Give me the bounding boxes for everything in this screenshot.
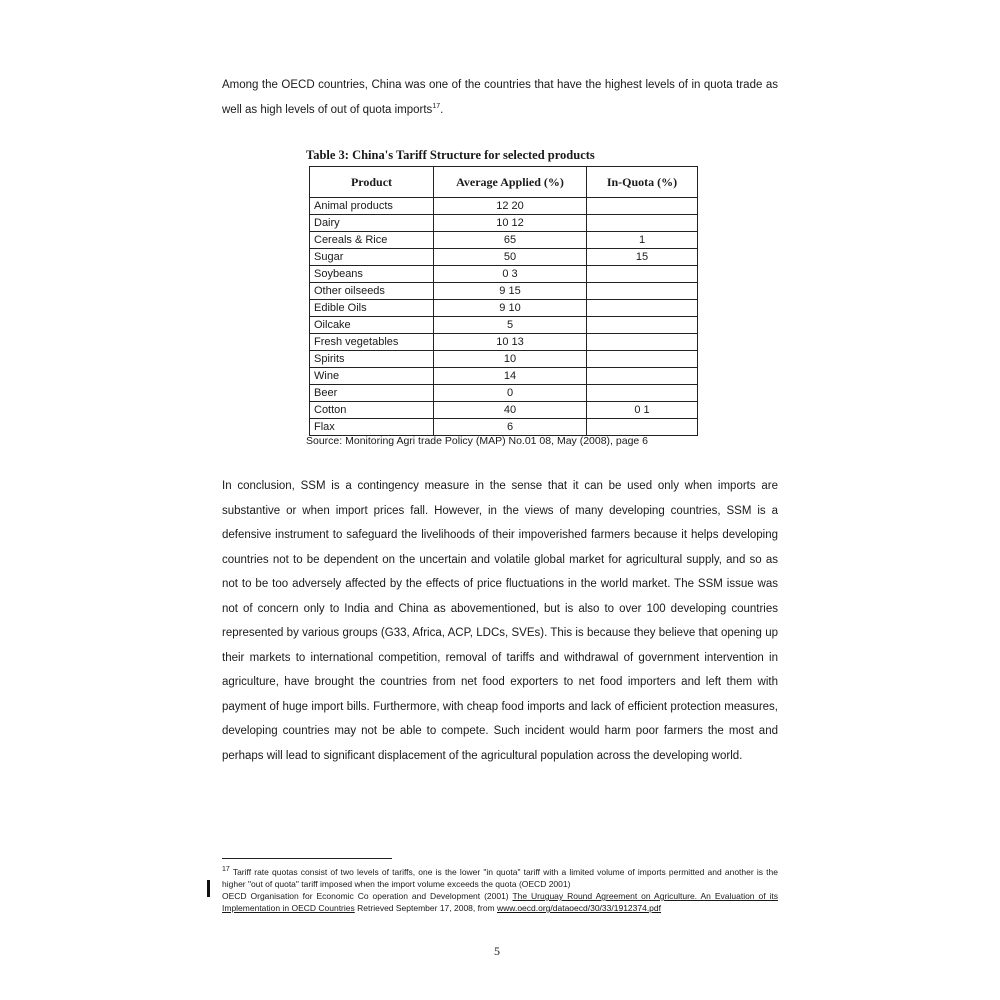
table-caption: Table 3: China's Tariff Structure for selected products — [306, 148, 595, 162]
average-cell: 0 — [434, 385, 587, 402]
intro-text: Among the OECD countries, China was one of the countries that have the highest levels of in quota trade as well as high levels of out of quota imports — [222, 79, 778, 116]
table-row — [310, 198, 698, 215]
average-cell: 9 15 — [434, 283, 587, 300]
footnote-number: 17 — [222, 866, 230, 874]
header-average-applied: Average Applied (%) — [434, 167, 587, 198]
quota-cell — [587, 351, 698, 368]
product-cell: Animal products — [310, 198, 434, 215]
table-row — [310, 317, 698, 334]
average-cell: 10 — [434, 351, 587, 368]
quota-cell — [587, 385, 698, 402]
product-cell: Soybeans — [310, 266, 434, 283]
product-cell: Edible Oils — [310, 300, 434, 317]
product-cell: Oilcake — [310, 317, 434, 334]
table-row — [310, 334, 698, 351]
product-cell: Fresh vegetables — [310, 334, 434, 351]
table-row — [310, 351, 698, 368]
footnote-reference — [222, 890, 778, 914]
intro-paragraph — [222, 73, 778, 122]
footnote-ref-17[interactable]: 17 — [432, 102, 441, 110]
table-row — [310, 232, 698, 249]
footnote-text: Tariff rate quotas consist of two levels of tariffs, one is the lower "in quota" tariff with a limited volume of imports permitted and another is the higher "out of quota" tariff imposed when the import volume exceeds the quota (OECD 2001) — [222, 867, 778, 889]
table-row — [310, 419, 698, 436]
table-row — [310, 402, 698, 419]
average-cell: 12 20 — [434, 198, 587, 215]
footnote-17 — [222, 866, 778, 890]
header-in-quota: In-Quota (%) — [587, 167, 698, 198]
product-cell: Beer — [310, 385, 434, 402]
quota-cell — [587, 283, 698, 300]
average-cell: 40 — [434, 402, 587, 419]
header-product: Product — [310, 167, 434, 198]
product-cell: Flax — [310, 419, 434, 436]
average-cell: 9 10 — [434, 300, 587, 317]
quota-cell — [587, 266, 698, 283]
table-row — [310, 283, 698, 300]
average-cell: 10 13 — [434, 334, 587, 351]
tariff-table — [309, 166, 698, 436]
average-cell: 6 — [434, 419, 587, 436]
table-source: Source: Monitoring Agri trade Policy (MAP) No.01 08, May (2008), page 6 — [306, 435, 648, 447]
change-bar-mark — [207, 880, 210, 897]
footnote-divider — [222, 858, 392, 859]
average-cell: 0 3 — [434, 266, 587, 283]
footnote-section — [222, 866, 778, 914]
quota-cell: 0 1 — [587, 402, 698, 419]
quota-cell — [587, 317, 698, 334]
conclusion-paragraph: In conclusion, SSM is a contingency measure in the sense that it can be used only when imports are substantive or when import prices fall. However, in the views of many developing countries, SSM is a defensive instrument to safeguard the livelihoods of their impoverished farmers because it helps developing countries not to be dependent on the uncertain and volatile global market for agricultural supply, and so as not to be too adversely affected by the effects of price fluctuations in the world market. The SSM issue was not of concern only to India and China as abovementioned, but is also to over 100 developing countries represented by various groups (G33, Africa, ACP, LDCs, SVEs). This is because they believe that opening up their markets to international competition, removal of tariffs and withdrawal of government intervention in agriculture, have brought the countries from net food exporters to net food importers and left them with payment of huge import bills. Furthermore, with cheap food imports and lack of efficient protection measures, developing countries may not be able to compete. Such incident would harm poor farmers the most and perhaps will lead to significant displacement of the agricultural population across the developing world. — [222, 480, 778, 762]
product-cell: Sugar — [310, 249, 434, 266]
quota-cell — [587, 300, 698, 317]
table-row — [310, 368, 698, 385]
average-cell: 5 — [434, 317, 587, 334]
table-row — [310, 266, 698, 283]
quota-cell — [587, 334, 698, 351]
product-cell: Cereals & Rice — [310, 232, 434, 249]
table-row — [310, 215, 698, 232]
average-cell: 65 — [434, 232, 587, 249]
product-cell: Wine — [310, 368, 434, 385]
reference-prefix: OECD Organisation for Economic Co operation and Development (2001) — [222, 891, 509, 901]
quota-cell — [587, 198, 698, 215]
quota-cell: 1 — [587, 232, 698, 249]
intro-end: . — [440, 103, 444, 116]
product-cell: Dairy — [310, 215, 434, 232]
quota-cell: 15 — [587, 249, 698, 266]
quota-cell — [587, 419, 698, 436]
average-cell: 10 12 — [434, 215, 587, 232]
quota-cell — [587, 215, 698, 232]
reference-link[interactable]: www.oecd.org/dataoecd/30/33/1912374.pdf — [497, 903, 662, 913]
table-header-row — [310, 167, 698, 198]
product-cell: Other oilseeds — [310, 283, 434, 300]
reference-suffix: Retrieved September 17, 2008, from — [357, 903, 495, 913]
product-cell: Spirits — [310, 351, 434, 368]
quota-cell — [587, 368, 698, 385]
reference-title: The Uruguay Round Agreement on Agriculture. An Evaluation of its Implementation in OECD Countries — [222, 891, 778, 913]
table-row — [310, 300, 698, 317]
average-cell: 14 — [434, 368, 587, 385]
average-cell: 50 — [434, 249, 587, 266]
table-row — [310, 249, 698, 266]
page-number: 5 — [494, 944, 500, 958]
product-cell: Cotton — [310, 402, 434, 419]
table-row — [310, 385, 698, 402]
